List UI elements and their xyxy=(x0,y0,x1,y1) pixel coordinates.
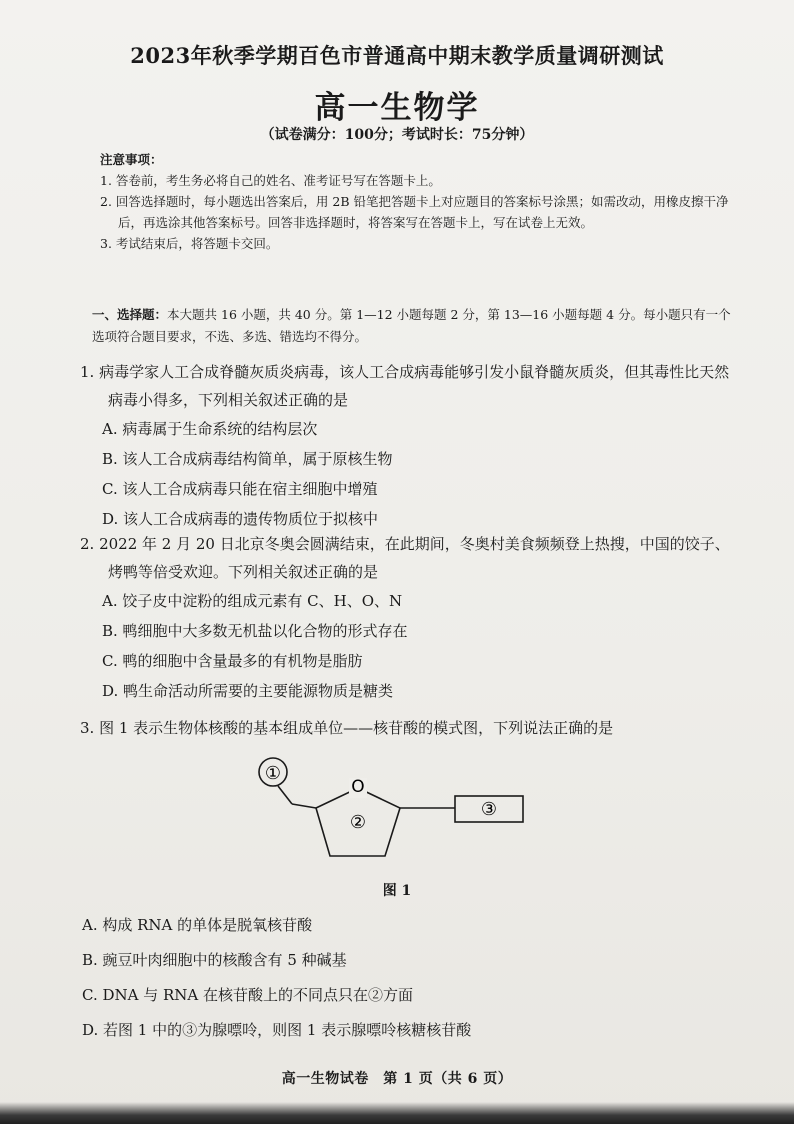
figure-caption: 图 1 xyxy=(382,883,412,899)
option-a: A. 构成 RNA 的单体是脱氧核苷酸 xyxy=(82,916,313,934)
scan-edge-shadow xyxy=(0,1102,794,1124)
question-stem: 2. 2022 年 2 月 20 日北京冬奥会圆满结束，在此期间，冬奥村美食频频登上热搜，中国的饺子、烤鸭等倍受欢迎。下列相关叙述正确的是 xyxy=(80,535,730,581)
section-instructions xyxy=(92,304,732,348)
question-stem: 1. 病毒学家人工合成脊髓灰质炎病毒，该人工合成病毒能够引发小鼠脊髓灰质炎，但其毒性比天然病毒小得多，下列相关叙述正确的是 xyxy=(80,363,730,409)
question-3-options xyxy=(82,908,722,1048)
option-b: B. 豌豆叶肉细胞中的核酸含有 5 种碱基 xyxy=(82,951,347,969)
option-d: D. 鸭生命活动所需要的主要能源物质是糖类 xyxy=(102,682,394,700)
option-b: B. 鸭细胞中大多数无机盐以化合物的形式存在 xyxy=(102,622,408,640)
notes-section xyxy=(100,149,740,254)
option-d: D. 该人工合成病毒的遗传物质位于拟核中 xyxy=(102,510,379,528)
section-label: 一、选择题： xyxy=(92,307,168,322)
phosphate-bond xyxy=(278,786,292,804)
sugar-label: ② xyxy=(349,812,367,833)
question-2 xyxy=(80,530,730,706)
option-c: C. DNA 与 RNA 在核苷酸上的不同点只在②方面 xyxy=(82,986,414,1004)
nucleotide-diagram xyxy=(250,752,550,872)
question-stem: 3. 图 1 表示生物体核酸的基本组成单位——核苷酸的模式图，下列说法正确的是 xyxy=(80,719,614,737)
option-c: C. 该人工合成病毒只能在宿主细胞中增殖 xyxy=(102,480,378,498)
option-c: C. 鸭的细胞中含量最多的有机物是脂肪 xyxy=(102,652,363,670)
option-b: B. 该人工合成病毒结构简单，属于原核生物 xyxy=(102,450,393,468)
subject-title: 高一生物学 xyxy=(314,90,480,126)
notes-title: 注意事项： xyxy=(100,152,163,167)
option-d: D. 若图 1 中的③为腺嘌呤，则图 1 表示腺嘌呤核糖核苷酸 xyxy=(82,1021,472,1039)
section-text: 本大题共 16 小题，共 40 分。第 1—12 小题每题 2 分，第 13—16 小题每题 4 分。每小题只有一个选项符合题目要求，不选、多选、错选均不得分。 xyxy=(92,307,731,344)
exam-title: 2023年秋季学期百色市普通高中期末教学质量调研测试 xyxy=(130,43,664,68)
base-label: ③ xyxy=(480,799,498,820)
option-a: A. 饺子皮中淀粉的组成元素有 C、H、O、N xyxy=(102,592,403,610)
option-a: A. 病毒属于生命系统的结构层次 xyxy=(102,420,318,438)
oxygen-label: O xyxy=(351,777,365,797)
exam-info: （试卷满分：100分；考试时长：75分钟） xyxy=(260,127,534,143)
page-footer: 高一生物试卷 第 1 页（共 6 页） xyxy=(281,1071,513,1087)
carbon-bond xyxy=(292,804,316,808)
question-1 xyxy=(80,358,730,534)
notes-item: 3. 考试结束后，将答题卡交回。 xyxy=(100,236,279,251)
phosphate-label: ① xyxy=(264,763,282,784)
notes-item: 2. 回答选择题时，每小题选出答案后，用 2B 铅笔把答题卡上对应题目的答案标号涂黑；如需改动，用橡皮擦干净后，再选涂其他答案标号。回答非选择题时，将答案写在答题卡上，写在试卷上无效。 xyxy=(100,194,729,230)
notes-item: 1. 答卷前，考生务必将自己的姓名、准考证号写在答题卡上。 xyxy=(100,173,441,188)
question-3 xyxy=(80,714,730,742)
